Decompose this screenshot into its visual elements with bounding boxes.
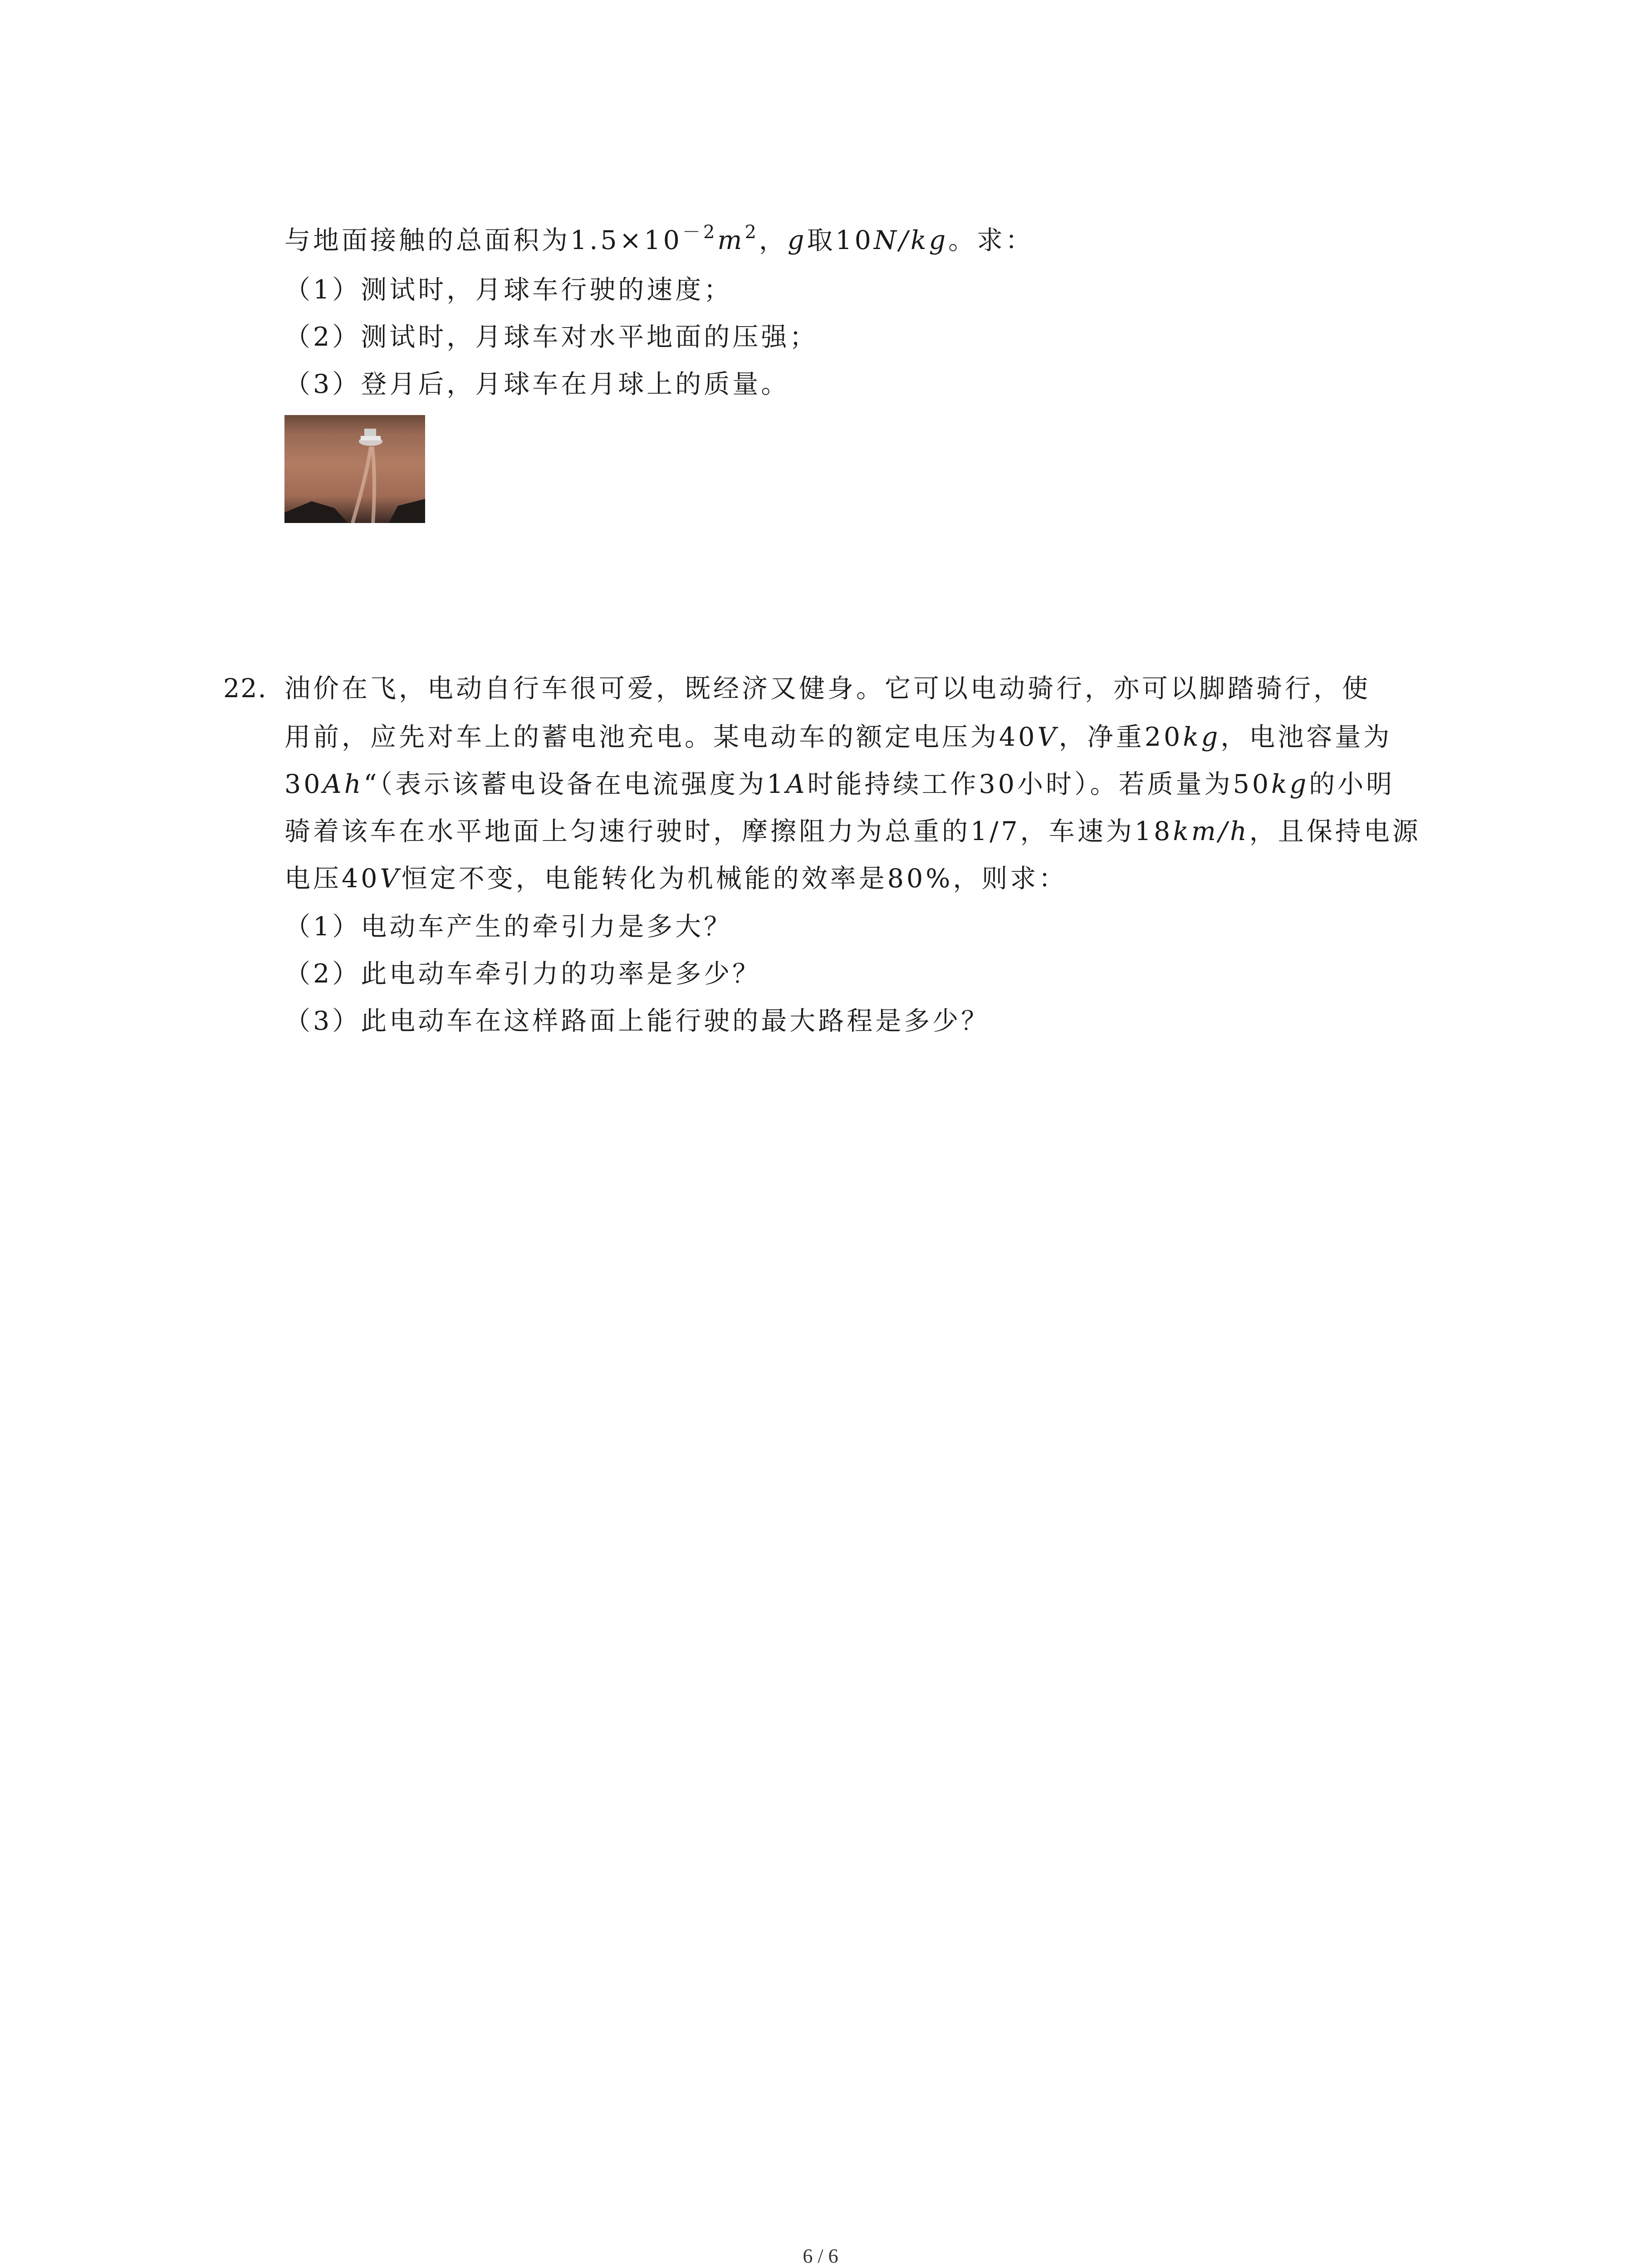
unit: m [717,225,745,255]
text: 恒定不变，电能转化为机械能的效率是80%，则求： [401,864,1068,894]
text: 骑着该车在水平地面上匀速行驶时，摩擦阻力为总重的1/7，车速为18 [284,816,1173,846]
text: ，电池容量为 [1220,722,1392,752]
text: ， [759,225,788,255]
text: 取10 [807,225,874,255]
lunar-rover-illustration [284,415,425,523]
superscript: －2 [682,222,718,243]
unit: kg [1271,769,1309,799]
symbol: g [787,225,807,255]
text: 。求： [948,225,1034,255]
text: 30 [284,769,323,799]
unit: km/h [1173,816,1249,846]
text: 时能持续工作30小时）。若质量为50 [807,769,1272,799]
q21-item-1: （1）测试时，月球车行驶的速度； [284,275,733,305]
q22-item-3: （3）此电动车在这样路面上能行驶的最大路程是多少？ [284,1006,990,1036]
q22-line-4 [284,813,1421,850]
q22-number: 22. [223,674,267,704]
text: 电压40 [284,864,380,894]
q21-item-3: （3）登月后，月球车在月球上的质量。 [284,369,790,399]
text: ，净重20 [1058,722,1183,752]
q22-line-5 [284,860,1067,897]
q22-line-3 [284,766,1395,802]
text: 的小明 [1309,769,1395,799]
unit: N/kg [873,225,949,255]
unit: A [786,769,808,799]
unit: kg [1183,722,1221,752]
text: 与地面接触的总面积为1.5×10 [284,225,682,255]
unit: V [1037,722,1059,752]
q22-item-2: （2）此电动车牵引力的功率是多少？ [284,959,761,989]
lunar-rover-photo [284,415,425,523]
q22-item-1: （1）电动车产生的牵引力是多大？ [284,912,733,942]
unit: Ah [323,769,364,799]
superscript: 2 [745,222,759,243]
text: 用前，应先对车上的蓄电池充电。某电动车的额定电压为40 [284,722,1038,752]
text: ，且保持电源 [1249,816,1421,846]
unit: V [380,864,402,894]
q22-line-1: 油价在飞，电动自行车很可爱，既经济又健身。它可以电动骑行，亦可以脚踏骑行，使 [284,674,1371,704]
text: “（表示该蓄电设备在电流强度为1 [363,769,786,799]
q22-line-2 [284,719,1392,755]
page-number: 6 / 6 [803,2245,838,2267]
q21-area-line [284,222,1034,259]
q21-item-2: （2）测试时，月球车对水平地面的压强； [284,322,818,352]
